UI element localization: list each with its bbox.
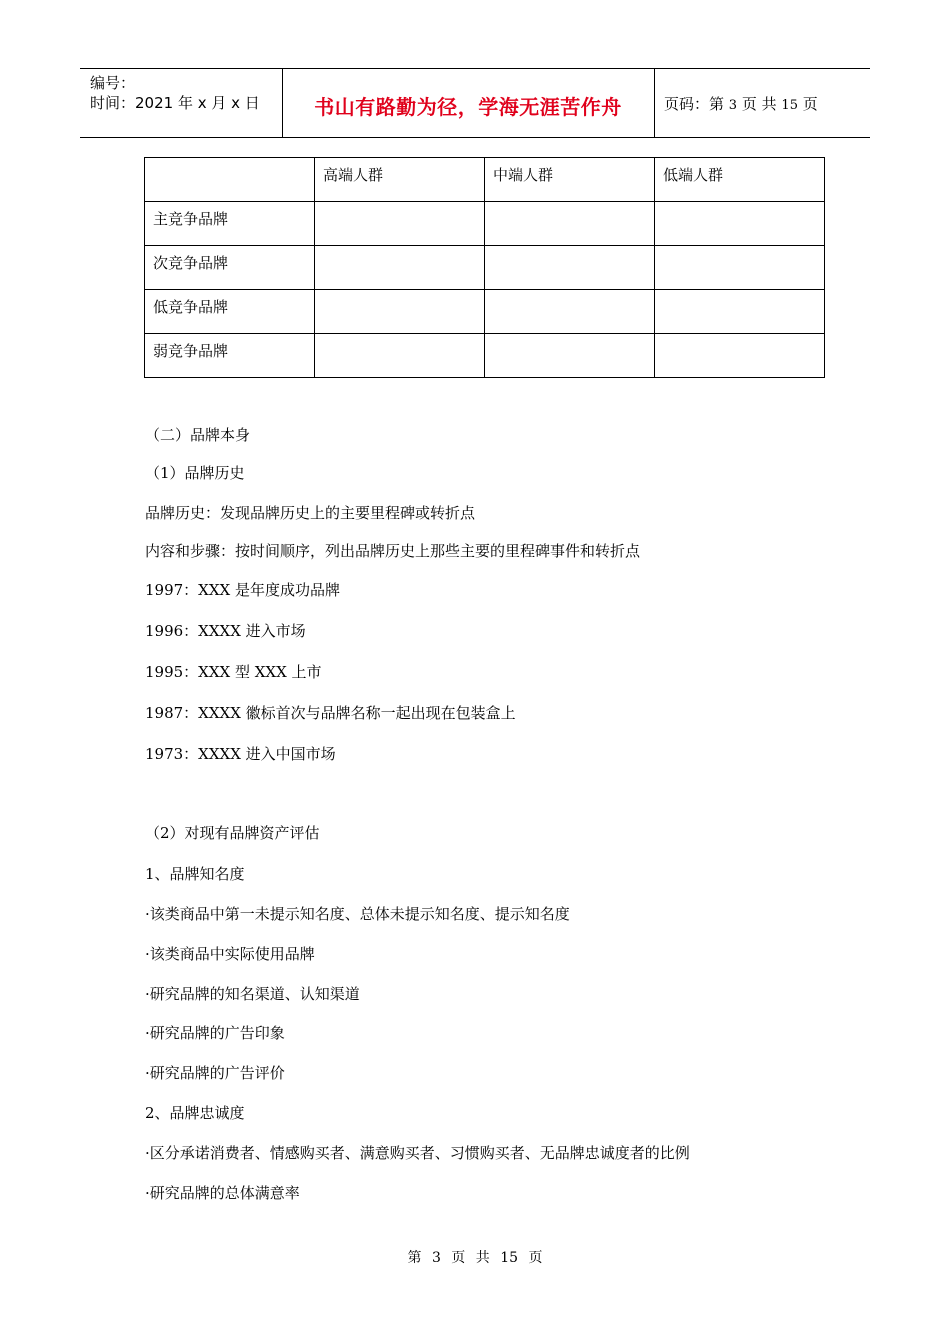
list-item: ·研究品牌的知名渠道、认知渠道 [145, 985, 360, 1003]
table-cell [315, 246, 485, 290]
history-event: 1997：XXX 是年度成功品牌 [145, 581, 340, 599]
table-header-cell: 低端人群 [655, 158, 825, 202]
list-item: ·研究品牌的广告印象 [145, 1024, 285, 1042]
table-cell [655, 246, 825, 290]
table-cell [315, 334, 485, 378]
table-row [145, 334, 825, 378]
table-cell [655, 290, 825, 334]
time-label: 时间：2021 年 x 月 x 日 [90, 94, 260, 112]
header-page-info [664, 93, 818, 114]
serial-label: 编号： [90, 74, 136, 92]
list-heading: 1、品牌知名度 [145, 865, 245, 883]
list-item: ·研究品牌的广告评价 [145, 1064, 285, 1082]
page-info-mid: 页 共 [741, 95, 777, 113]
table-cell [655, 334, 825, 378]
table-header-row [145, 158, 825, 202]
header-meta [90, 73, 260, 113]
table-cell: 次竞争品牌 [145, 246, 315, 290]
list-heading: 2、品牌忠诚度 [145, 1104, 245, 1122]
table-header-cell [145, 158, 315, 202]
page-header [80, 68, 870, 138]
page-info-prefix: 页码：第 [664, 95, 725, 113]
page-info-total: 15 [781, 98, 798, 113]
list-item: ·研究品牌的总体满意率 [145, 1184, 300, 1202]
section-heading: （二）品牌本身 [145, 426, 251, 444]
list-item: ·该类商品中实际使用品牌 [145, 945, 315, 963]
table-header-cell: 高端人群 [315, 158, 485, 202]
header-motto: 书山有路勤为径，学海无涯苦作舟 [314, 95, 622, 119]
table-cell [655, 202, 825, 246]
table-cell: 弱竞争品牌 [145, 334, 315, 378]
table-header-cell: 中端人群 [485, 158, 655, 202]
subsection-heading: （1）品牌历史 [145, 464, 245, 482]
table-cell: 主竞争品牌 [145, 202, 315, 246]
table-row [145, 290, 825, 334]
table-cell [485, 334, 655, 378]
history-event: 1996：XXXX 进入市场 [145, 622, 306, 640]
history-event: 1995：XXX 型 XXX 上市 [145, 663, 322, 681]
page-info-current: 3 [728, 98, 738, 113]
table-cell: 低竞争品牌 [145, 290, 315, 334]
paragraph: 内容和步骤：按时间顺序，列出品牌历史上那些主要的里程碑事件和转折点 [145, 542, 641, 560]
list-item: ·区分承诺消费者、情感购买者、满意购买者、习惯购买者、无品牌忠诚度者的比例 [145, 1144, 690, 1162]
paragraph: 品牌历史：发现品牌历史上的主要里程碑或转折点 [145, 504, 476, 522]
page-info-suffix: 页 [802, 95, 818, 113]
table-cell [315, 290, 485, 334]
page-footer: 第 3 页 共 15 页 [407, 1250, 543, 1266]
table-row [145, 246, 825, 290]
table-cell [315, 202, 485, 246]
history-event: 1987：XXXX 徽标首次与品牌名称一起出现在包装盒上 [145, 704, 516, 722]
table-cell [485, 202, 655, 246]
list-item: ·该类商品中第一未提示知名度、总体未提示知名度、提示知名度 [145, 905, 570, 923]
table-cell [485, 290, 655, 334]
table-cell [485, 246, 655, 290]
header-divider [654, 69, 655, 137]
competition-table [144, 157, 825, 378]
subsection-heading: （2）对现有品牌资产评估 [145, 824, 320, 842]
history-event: 1973：XXXX 进入中国市场 [145, 745, 336, 763]
table-row [145, 202, 825, 246]
